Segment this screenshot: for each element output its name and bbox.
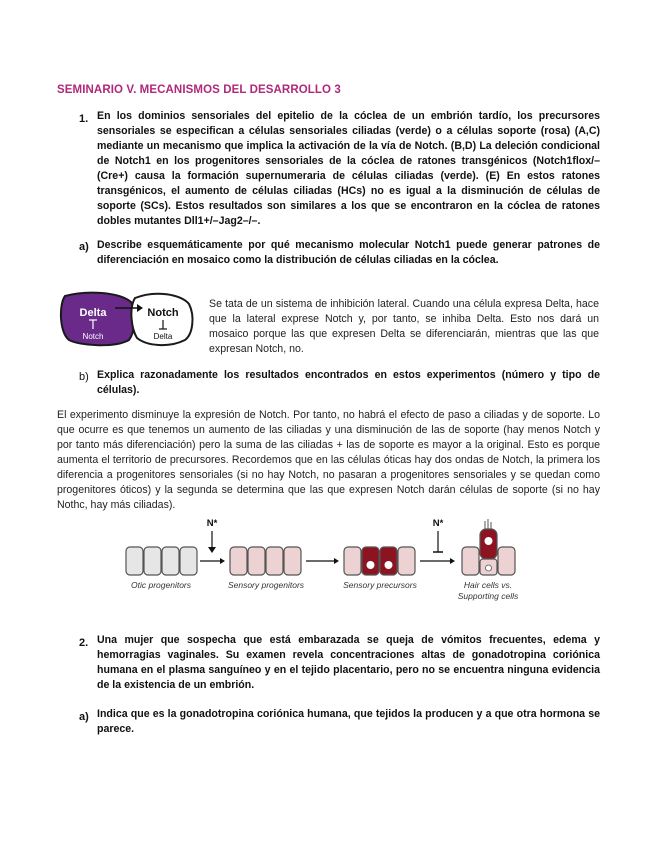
- n-star-label-2: N*: [432, 518, 444, 529]
- notch-big-label: Notch: [147, 307, 179, 319]
- question-2-number: 2.: [79, 637, 89, 649]
- arrowhead-icon: [220, 558, 225, 564]
- question-1-text: En los dominios sensoriales del epitelio de la cóclea de un embrión tardío, los precursores sensoriales se especifican a células sensoriales ciliadas (verde) o a células soporte (rosa) (A,C) mediante un mecanismo que implica la activación de la vía de Notch. (B,D) La deleción condicional de Notch1 en los progenitores sensoriales de la cóclea de ratones transgénicos (Notch1flox/–(Cre+) causa la formación supernumeraria de células ciliadas (verde). (E) En estos ratones transgénicos, el aumento de células ciliadas (HCs) no es igual a la disminución de células de soporte (SCs). Estos resultados son similares a los que se encontraron en la cóclea de ratones dobles mutantes Dll1+/–Jag2–/–.: [97, 110, 600, 227]
- otic-progenitors-label: Otic progenitors: [131, 580, 191, 590]
- question-2-text: Una mujer que sospecha que está embarazada se queja de vómitos frecuentes, edema y hemorragias vaginales. Su examen revela concentraciones altas de gonadotropina coriónica humana en el plasma sanguíneo y en el tejido placentario, pero no se encuentra ninguna evidencia de la existencia de un embrión.: [97, 634, 600, 691]
- arrowhead-icon: [334, 558, 339, 564]
- sensory-progenitors-group: [230, 547, 301, 575]
- hair-cells-label-line2: Supporting cells: [457, 591, 519, 601]
- question-a-text: Describe esquemáticamente por qué mecanismo molecular Notch1 puede generar patrones de diferenciación en mosaico como la distribución de células ciliadas en la cóclea.: [97, 239, 600, 266]
- otic-progenitors-group: [126, 547, 197, 575]
- hair-supporting-cells-group: [462, 519, 515, 575]
- otic-differentiation-diagram: [118, 515, 538, 607]
- page-title: SEMINARIO V. MECANISMOS DEL DESARROLLO 3: [57, 84, 341, 96]
- question-b-text: Explica razonadamente los resultados encontrados en estos experimentos (número y tipo de células).: [97, 369, 600, 396]
- question-2a-label: a): [79, 711, 89, 723]
- n-star-label-1: N*: [206, 518, 218, 529]
- arrowhead-icon: [450, 558, 455, 564]
- sensory-precursors-group: [344, 547, 415, 575]
- sensory-progenitors-label: Sensory progenitors: [227, 580, 305, 590]
- question-b-label: b): [79, 371, 89, 383]
- question-a-label: a): [79, 241, 89, 253]
- answer-b-text: El experimento disminuye la expresión de Notch. Por tanto, no habrá el efecto de paso a ciliadas y de soporte. Lo que ocurre es que tenemos un aumento de las ciliadas y una disminución de las de soporte (hay menos Notch y por tanto más diferenciación) pero la suma de las ciliadas + las de soporte es mayor a la original. Esto es porque aumenta el territorio de precursores. Recordemos que en las células óticas hay dos ondas de Notch, la primera los diferencia a progenitores sensoriales (si no hay Notch, no pasaran a progenitores sensoriales y se quedan como progenitores óticos) y la segunda se determina que las que expresen Notch darán células de soporte (si no hay Nothc, hay más ciliadas).: [57, 409, 600, 511]
- sensory-precursors-label: Sensory precursors: [343, 580, 417, 590]
- notch-small-label: Notch: [82, 332, 104, 341]
- arrowhead-icon: [208, 547, 216, 553]
- lateral-inhibition-diagram: [57, 290, 197, 348]
- hair-cells-label-line1: Hair cells vs.: [463, 580, 513, 590]
- delta-small-label: Delta: [153, 332, 173, 341]
- question-2a-text: Indica que es la gonadotropina coriónica humana, que tejidos la producen y a que otra hormona se parece.: [97, 708, 600, 735]
- delta-big-label: Delta: [79, 307, 107, 319]
- answer-a-text: Se tata de un sistema de inhibición lateral. Cuando una célula expresa Delta, hace que la lateral exprese Notch y, por tanto, se inhiba Delta. Esto nos dará un mosaico porque las que expresen Delta se diferenciarán, mientras que las que expresan Notch, no.: [209, 298, 599, 355]
- question-1-number: 1.: [79, 113, 89, 125]
